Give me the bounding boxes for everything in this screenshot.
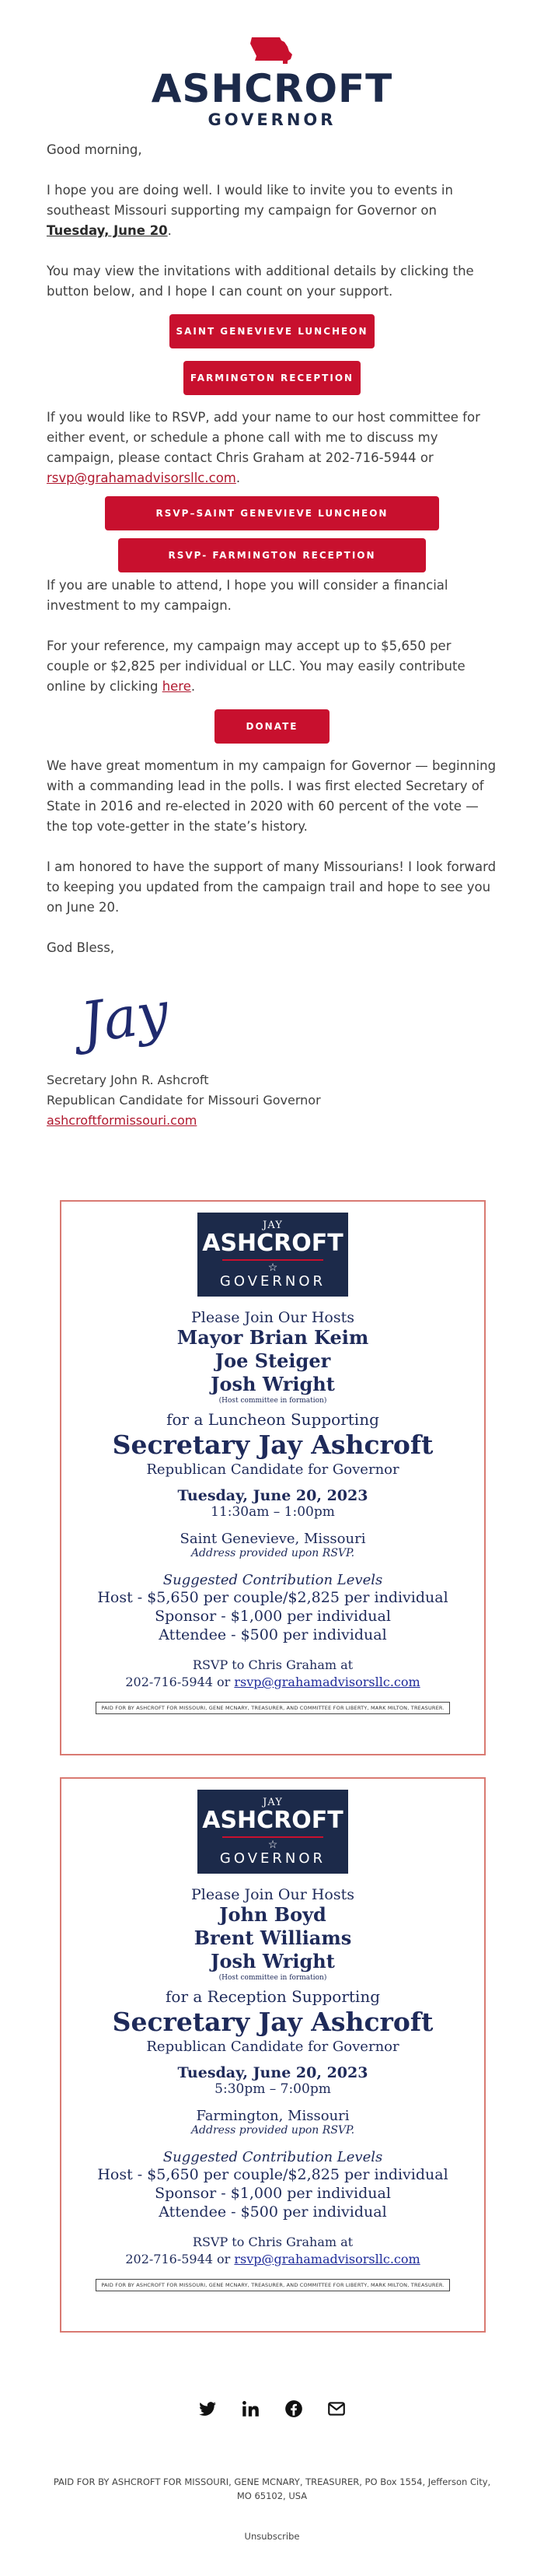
logo-name: ASHCROFT	[151, 66, 393, 111]
letter-body	[0, 140, 544, 958]
candidate-title: Republican Candidate for Governor	[146, 1461, 399, 1478]
paragraph-contribution	[47, 636, 497, 697]
paragraph-invite-text: I hope you are doing well. I would like to invite you to events in southeast Missouri supporting my campaign for Governor on	[47, 183, 453, 218]
paragraph-contribution-end: .	[190, 679, 196, 694]
host-formation-note: (Host committee in formation)	[218, 1974, 327, 1982]
event-type: for a Luncheon Supporting	[166, 1410, 379, 1429]
paragraph-invite-end: .	[167, 223, 172, 238]
rsvp-farmington-button[interactable]: RSVP- FARMINGTON RECEPTION	[118, 538, 426, 572]
greeting: Good morning,	[47, 142, 142, 157]
invitation-logo-office: GOVERNOR	[219, 1273, 326, 1290]
rsvp-phone: 202-716-5944 or	[125, 2252, 235, 2266]
invitation-rsvp-email-link[interactable]: rsvp@grahamadvisorsllc.com	[234, 2252, 420, 2266]
contribution-heading: Suggested Contribution Levels	[162, 2149, 383, 2165]
luncheon-invitation[interactable]	[60, 1200, 486, 1755]
social-links	[0, 2399, 544, 2419]
event-location: Saint Genevieve, Missouri	[180, 1531, 366, 1547]
invitation-rsvp-email-link[interactable]: rsvp@grahamadvisorsllc.com	[234, 1675, 420, 1689]
signature-text: Jay	[76, 978, 173, 1056]
invitation-logo-rule	[222, 1836, 323, 1838]
contribution-level: Attendee - $500 per individual	[159, 1626, 387, 1643]
invitation-join: Please Join Our Hosts	[191, 1886, 354, 1903]
paragraph-rsvp	[47, 408, 497, 488]
invitation-logo-office: GOVERNOR	[219, 1850, 326, 1867]
signer-name: Secretary John R. Ashcroft	[47, 1073, 209, 1087]
rsvp-saint-genevieve-button[interactable]: RSVP–SAINT GENEVIEVE LUNCHEON	[105, 496, 439, 530]
star-icon: ☆	[267, 1262, 278, 1274]
signer-title: Republican Candidate for Missouri Governor	[47, 1093, 321, 1108]
rsvp-phone: 202-716-5944 or	[125, 1675, 235, 1689]
contribution-level: Sponsor - $1,000 per individual	[155, 1608, 391, 1625]
paragraph-contribution-text: For your reference, my campaign may accept up to $5,650 per couple or $2,825 per individual or LLC. You may easily contribute online by clicking	[47, 639, 466, 694]
rsvp-contact: RSVP to Chris Graham at	[192, 2235, 354, 2249]
event-time: 11:30am – 1:00pm	[211, 1504, 335, 1520]
reception-invitation[interactable]	[60, 1777, 486, 2333]
candidate-name: Secretary Jay Ashcroft	[112, 1430, 434, 1460]
farmington-reception-button[interactable]: FARMINGTON RECEPTION	[183, 361, 361, 395]
unsubscribe-link[interactable]: Unsubscribe	[244, 2531, 300, 2542]
invitation-join: Please Join Our Hosts	[191, 1309, 354, 1326]
contribution-level: Host - $5,650 per couple/$2,825 per individual	[97, 2166, 448, 2183]
invitation-logo-jay: JAY	[263, 1220, 283, 1231]
event-type: for a Reception Supporting	[166, 1987, 380, 2006]
invitation-rsvp	[61, 2234, 484, 2268]
invitation-paid-for: PAID FOR BY ASHCROFT FOR MISSOURI, GENE MCNARY, TREASURER, AND COMMITTEE FOR LIBERTY, MARK MILTON, TREASURER.	[96, 2279, 449, 2291]
signature-block	[0, 1070, 544, 1131]
campaign-website-link[interactable]: ashcroftformissouri.com	[47, 1113, 197, 1128]
invitation-logo-jay: JAY	[263, 1797, 283, 1808]
logo-office: GOVERNOR	[207, 110, 337, 129]
invitation-rsvp	[61, 1657, 484, 1691]
invitation-logo-rule	[222, 1259, 323, 1261]
facebook-icon[interactable]	[284, 2399, 304, 2419]
event-address-note: Address provided upon RSVP.	[190, 2124, 355, 2137]
invitation-logo-name: ASHCROFT	[202, 1807, 343, 1834]
closing: God Bless,	[47, 940, 115, 955]
signature-image	[31, 961, 187, 1070]
host-name: Brent Williams	[194, 1927, 352, 1949]
paragraph-momentum: We have great momentum in my campaign for Governor — beginning with a commanding lead in the polls. I was first elected Secretary of State in 2016 and re-elected in 2020 with 60 percent of the vote — the top vote-getter in the state’s history.	[47, 758, 497, 834]
event-location: Farmington, Missouri	[196, 2108, 350, 2124]
host-name: John Boyd	[219, 1903, 326, 1926]
host-formation-note: (Host committee in formation)	[218, 1397, 327, 1405]
host-name: Josh Wright	[211, 1950, 335, 1972]
donate-button[interactable]: DONATE	[214, 709, 330, 744]
ashcroft-logo	[0, 0, 544, 140]
signature	[0, 961, 544, 1070]
candidate-name: Secretary Jay Ashcroft	[112, 2007, 434, 2037]
host-name: Joe Steiger	[214, 1349, 331, 1372]
event-date: Tuesday, June 20, 2023	[177, 1487, 368, 1504]
twitter-icon[interactable]	[197, 2399, 218, 2419]
rsvp-email-link[interactable]: rsvp@grahamadvisorsllc.com	[47, 471, 236, 485]
saint-genevieve-luncheon-button[interactable]: SAINT GENEVIEVE LUNCHEON	[169, 314, 375, 348]
email-icon[interactable]	[326, 2399, 347, 2419]
rsvp-phone-line	[61, 2251, 484, 2268]
paragraph-view-invitations: You may view the invitations with additional details by clicking the button below, and I hope I can count on your support.	[47, 264, 474, 299]
paragraph-rsvp-end: .	[235, 471, 241, 485]
invitation-logo	[197, 1790, 348, 1874]
event-time: 5:30pm – 7:00pm	[214, 2081, 331, 2097]
footer-paid-for: PAID FOR BY ASHCROFT FOR MISSOURI, GENE MCNARY, TREASURER, PO Box 1554, Jefferson City, MO 65102, USA	[53, 2476, 491, 2501]
event-date: Tuesday, June 20	[47, 223, 168, 238]
event-date: Tuesday, June 20, 2023	[177, 2064, 368, 2081]
contribution-level: Sponsor - $1,000 per individual	[155, 2185, 391, 2202]
missouri-map-icon	[249, 34, 295, 67]
linkedin-icon[interactable]	[240, 2399, 260, 2419]
contribute-here-link[interactable]: here	[162, 679, 191, 694]
paragraph-invite	[47, 180, 497, 241]
candidate-title: Republican Candidate for Governor	[146, 2039, 399, 2055]
rsvp-contact: RSVP to Chris Graham at	[192, 1657, 354, 1672]
invitation-logo-name: ASHCROFT	[202, 1230, 343, 1257]
paragraph-rsvp-text: If you would like to RSVP, add your name to our host committee for either event, or schedule a phone call with me to discuss my campaign, please contact Chris Graham at 202-716-5944 or	[47, 410, 480, 465]
star-icon: ☆	[267, 1839, 278, 1851]
invitation-paid-for: PAID FOR BY ASHCROFT FOR MISSOURI, GENE MCNARY, TREASURER, AND COMMITTEE FOR LIBERTY, MARK MILTON, TREASURER.	[96, 1702, 449, 1714]
paragraph-financial: If you are unable to attend, I hope you will consider a financial investment to my campaign.	[47, 578, 448, 613]
invitation-logo	[197, 1213, 348, 1297]
rsvp-phone-line	[61, 1674, 484, 1691]
event-address-note: Address provided upon RSVP.	[190, 1547, 355, 1559]
contribution-level: Host - $5,650 per couple/$2,825 per individual	[97, 1589, 448, 1606]
contribution-heading: Suggested Contribution Levels	[162, 1572, 383, 1588]
host-name: Mayor Brian Keim	[176, 1326, 369, 1349]
contribution-level: Attendee - $500 per individual	[159, 2203, 387, 2221]
host-name: Josh Wright	[211, 1373, 335, 1395]
paragraph-honored: I am honored to have the support of many Missourians! I look forward to keeping you updated from the campaign trail and hope to see you on June 20.	[47, 859, 497, 915]
